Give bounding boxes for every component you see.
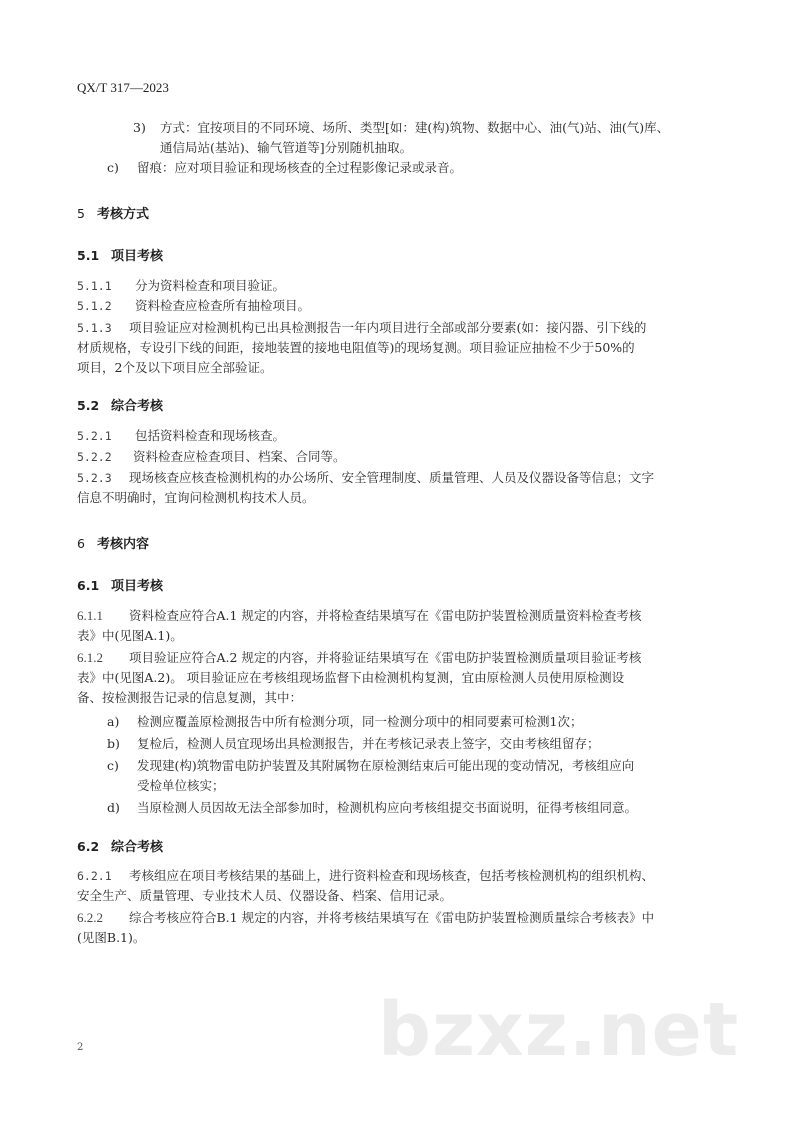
clause-6-2-2 <box>77 908 727 948</box>
watermark: bzxz.net <box>378 987 740 1073</box>
clause-text: 包括资料检查和现场核查。 <box>135 428 286 443</box>
section-title: 综合考核 <box>111 399 164 414</box>
clause-number: 5.2.1 <box>77 429 112 443</box>
clause-text: 资料检查应检查所有抽检项目。 <box>135 298 311 313</box>
list-item-c2 <box>107 756 737 796</box>
item-label: b) <box>107 736 120 751</box>
section-number: 5.2 <box>77 398 100 413</box>
clause-5-1-1 <box>77 276 727 296</box>
section-title: 考核方式 <box>97 207 150 222</box>
clause-5-1-2 <box>77 296 727 316</box>
item-label: c) <box>107 758 119 773</box>
section-6-1-heading <box>77 575 163 594</box>
section-5-heading <box>77 203 149 222</box>
clause-text-cont: 材质规格，专设引下线的间距，接地装置的接地电阻值等)的现场复测。项目验证应抽检不少于50%的 <box>77 340 635 355</box>
item-label: d) <box>107 800 120 815</box>
clause-text: 项目验证应对检测机构已出具检测报告一年内项目进行全部或部分要素(如：接闪器、引下线的 <box>129 320 647 335</box>
clause-text: 资料检查应检查项目、档案、合同等。 <box>133 449 346 464</box>
item-text: 留痕：应对项目验证和现场核查的全过程影像记录或录音。 <box>137 160 463 175</box>
list-item-3 <box>133 118 733 158</box>
clause-6-1-1 <box>77 606 727 646</box>
clause-text: 现场核查应核查检测机构的办公场所、安全管理制度、质量管理、人员及仪器设备等信息；文字 <box>129 470 655 485</box>
item-text: 复检后，检测人员宜现场出具检测报告，并在考核记录表上签字，交由考核组留存； <box>137 736 600 751</box>
section-5-1-heading <box>77 245 163 264</box>
section-6-heading <box>77 533 149 552</box>
clause-text: 项目验证应符合A.2 规定的内容，并将验证结果填写在《雷电防护装置检测质量项目验证考核 <box>129 650 642 665</box>
section-number: 5.1 <box>77 248 100 263</box>
clause-text-cont: (见图B.1)。 <box>77 930 146 945</box>
clause-text-cont: 表》中(见图A.2)。 项目验证应在考核组现场监督下由检测机构复测，宜由原检测人员使用原检测设 <box>77 670 625 685</box>
item-text-cont: 通信局站(基站)、输气管道等]分别随机抽取。 <box>160 140 413 155</box>
clause-number: 5.1.1 <box>77 279 112 293</box>
clause-5-2-1 <box>77 426 727 446</box>
item-text: 检测应覆盖原检测报告中所有检测分项，同一检测分项中的相同要素可检测1次； <box>137 714 583 729</box>
clause-text: 综合考核应符合B.1 规定的内容，并将考核结果填写在《雷电防护装置检测质量综合考核表》中 <box>129 910 655 925</box>
item-label: c) <box>107 160 119 175</box>
section-6-2-heading <box>77 836 163 855</box>
list-item-a <box>107 712 737 732</box>
section-number: 6.2 <box>77 839 100 854</box>
clause-5-2-2 <box>77 447 727 467</box>
clause-text: 考核组应在项目考核结果的基础上，进行资料检查和现场核查，包括考核检测机构的组织机构、 <box>129 868 655 883</box>
clause-number: 5.2.2 <box>77 450 112 464</box>
list-item-d <box>107 798 737 818</box>
clause-6-2-1 <box>77 866 727 906</box>
clause-number: 6.2.2 <box>77 910 103 925</box>
item-text: 方式：宜按项目的不同环境、场所、类型[如：建(构)筑物、数据中心、油(气)站、油(气)库、 <box>160 120 670 135</box>
section-title: 项目考核 <box>111 249 164 264</box>
section-title: 考核内容 <box>97 537 150 552</box>
clause-number: 6.2.1 <box>77 869 112 883</box>
clause-5-1-3 <box>77 318 727 378</box>
clause-text-cont: 备、按检测报告记录的信息复测，其中： <box>77 690 303 705</box>
clause-number: 5.1.3 <box>77 321 112 335</box>
item-label: a) <box>107 714 120 729</box>
clause-text: 分为资料检查和项目验证。 <box>135 278 286 293</box>
list-item-b <box>107 734 737 754</box>
clause-text: 资料检查应符合A.1 规定的内容，并将检查结果填写在《雷电防护装置检测质量资料检查考核 <box>129 608 642 623</box>
list-item-c <box>107 158 727 178</box>
clause-text-cont: 安全生产、质量管理、专业技术人员、仪器设备、档案、信用记录。 <box>77 888 453 903</box>
section-number: 5 <box>77 206 85 221</box>
clause-number: 6.1.1 <box>77 608 103 623</box>
section-5-2-heading <box>77 395 163 414</box>
section-title: 项目考核 <box>111 579 164 594</box>
clause-number: 5.2.3 <box>77 471 112 485</box>
item-text: 发现建(构)筑物雷电防护装置及其附属物在原检测结束后可能出现的变动情况，考核组应向 <box>137 758 635 773</box>
section-number: 6.1 <box>77 578 100 593</box>
item-label: 3) <box>133 120 146 135</box>
clause-number: 5.1.2 <box>77 299 112 313</box>
item-text-cont: 受检单位核实； <box>137 778 225 793</box>
clause-5-2-3 <box>77 468 727 508</box>
clause-text-cont: 信息不明确时，宜询问检测机构技术人员。 <box>77 490 315 505</box>
item-text: 当原检测人员因故无法全部参加时，检测机构应向考核组提交书面说明，征得考核组同意。 <box>137 800 638 815</box>
clause-6-1-2 <box>77 648 727 708</box>
clause-text-cont: 表》中(见图A.1)。 <box>77 628 183 643</box>
standard-code-header: QX/T 317—2023 <box>77 80 169 95</box>
section-title: 综合考核 <box>111 840 164 855</box>
section-number: 6 <box>77 536 85 551</box>
clause-number: 6.1.2 <box>77 650 103 665</box>
page-number: 2 <box>77 1042 84 1053</box>
clause-text-cont: 项目，2个及以下项目应全部验证。 <box>77 360 273 375</box>
